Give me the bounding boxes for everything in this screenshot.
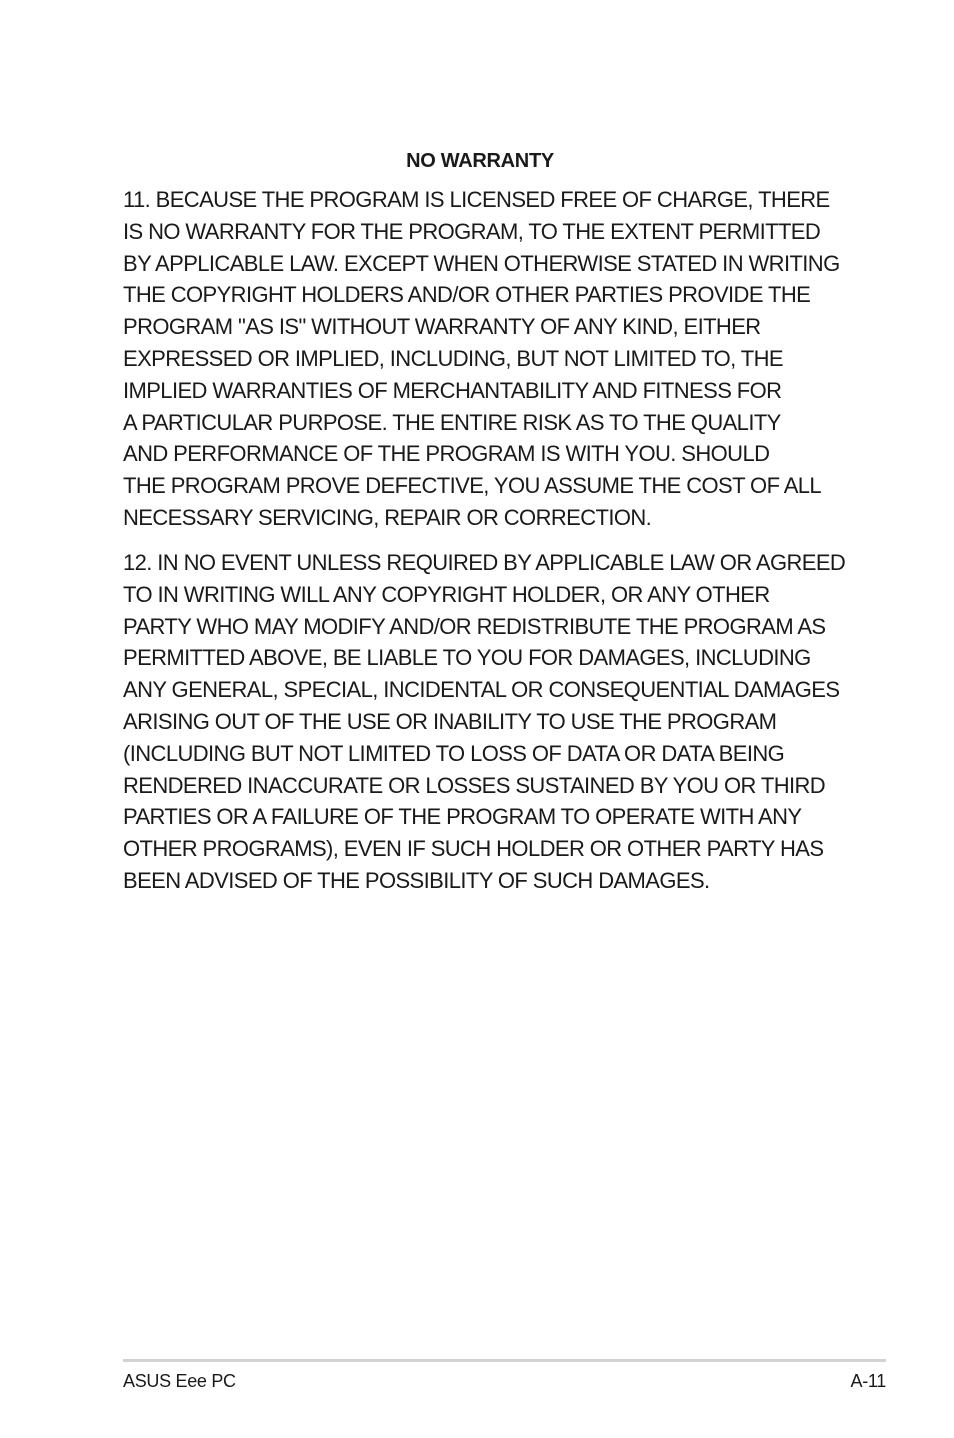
paragraph-line: TO IN WRITING WILL ANY COPYRIGHT HOLDER, OR ANY OTHER xyxy=(123,581,770,607)
paragraph-line: AND PERFORMANCE OF THE PROGRAM IS WITH YOU. SHOULD xyxy=(123,441,770,467)
paragraph-line: ANY GENERAL, SPECIAL, INCIDENTAL OR CONSEQUENTIAL DAMAGES xyxy=(123,677,840,703)
paragraph-line: EXPRESSED OR IMPLIED, INCLUDING, BUT NOT LIMITED TO, THE xyxy=(123,345,783,371)
paragraph-line: OTHER PROGRAMS), EVEN IF SUCH HOLDER OR OTHER PARTY HAS xyxy=(123,836,824,862)
paragraph-line: PARTIES OR A FAILURE OF THE PROGRAM TO OPERATE WITH ANY xyxy=(123,804,802,830)
footer-divider xyxy=(123,1359,886,1362)
paragraph-line: PARTY WHO MAY MODIFY AND/OR REDISTRIBUTE THE PROGRAM AS xyxy=(123,613,826,639)
paragraph-line: RENDERED INACCURATE OR LOSSES SUSTAINED BY YOU OR THIRD xyxy=(123,772,826,798)
paragraph-line: NECESSARY SERVICING, REPAIR OR CORRECTION. xyxy=(123,504,652,530)
paragraph-line: BEEN ADVISED OF THE POSSIBILITY OF SUCH DAMAGES. xyxy=(123,867,710,893)
paragraph-line: A PARTICULAR PURPOSE. THE ENTIRE RISK AS TO THE QUALITY xyxy=(123,409,781,435)
paragraph-line: BY APPLICABLE LAW. EXCEPT WHEN OTHERWISE STATED IN WRITING xyxy=(123,250,840,276)
paragraph-line: 12. IN NO EVENT UNLESS REQUIRED BY APPLICABLE LAW OR AGREED xyxy=(123,550,846,575)
paragraph-11 xyxy=(123,184,853,534)
section-heading: NO WARRANTY xyxy=(406,150,554,172)
footer-page-number: A-11 xyxy=(850,1371,886,1391)
paragraph-line: THE PROGRAM PROVE DEFECTIVE, YOU ASSUME THE COST OF ALL xyxy=(123,473,822,499)
paragraph-line: IS NO WARRANTY FOR THE PROGRAM, TO THE EXTENT PERMITTED xyxy=(123,218,821,244)
paragraph-line: (INCLUDING BUT NOT LIMITED TO LOSS OF DATA OR DATA BEING xyxy=(123,740,785,766)
paragraph-line: 11. BECAUSE THE PROGRAM IS LICENSED FREE OF CHARGE, THERE xyxy=(123,187,830,212)
paragraph-line: THE COPYRIGHT HOLDERS AND/OR OTHER PARTIES PROVIDE THE xyxy=(123,282,811,308)
paragraph-line: PROGRAM "AS IS" WITHOUT WARRANTY OF ANY KIND, EITHER xyxy=(123,314,761,340)
footer-product-name: ASUS Eee PC xyxy=(123,1371,236,1391)
paragraph-12 xyxy=(123,547,853,897)
paragraph-line: PERMITTED ABOVE, BE LIABLE TO YOU FOR DAMAGES, INCLUDING xyxy=(123,645,811,671)
paragraph-line: IMPLIED WARRANTIES OF MERCHANTABILITY AND FITNESS FOR xyxy=(123,377,782,403)
paragraph-line: ARISING OUT OF THE USE OR INABILITY TO USE THE PROGRAM xyxy=(123,708,777,734)
